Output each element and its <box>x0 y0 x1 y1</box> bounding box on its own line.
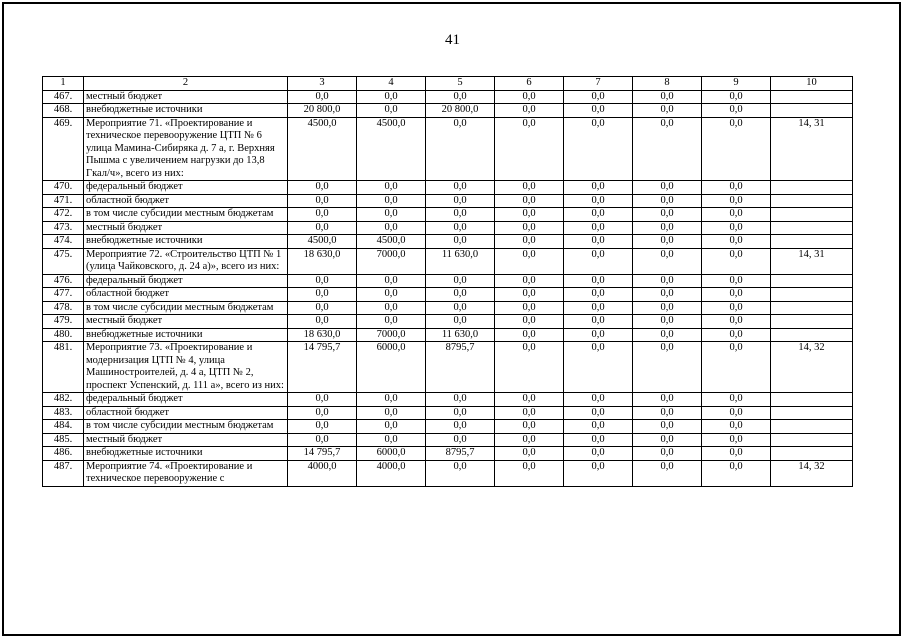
amount-cell: 0,0 <box>426 194 495 208</box>
description-cell: областной бюджет <box>84 194 288 208</box>
table-row <box>43 235 853 249</box>
row-number-cell: 476. <box>43 274 84 288</box>
amount-cell <box>771 328 853 342</box>
row-number-cell: 468. <box>43 104 84 118</box>
table-row <box>43 301 853 315</box>
amount-cell: 0,0 <box>426 433 495 447</box>
description-cell: федеральный бюджет <box>84 393 288 407</box>
amount-cell: 0,0 <box>426 117 495 181</box>
table-row <box>43 194 853 208</box>
row-number-cell: 483. <box>43 406 84 420</box>
amount-cell: 0,0 <box>288 288 357 302</box>
amount-cell: 0,0 <box>288 393 357 407</box>
amount-cell: 18 630,0 <box>288 328 357 342</box>
amount-cell: 0,0 <box>633 342 702 393</box>
row-number-cell: 485. <box>43 433 84 447</box>
amount-cell: 0,0 <box>288 221 357 235</box>
amount-cell <box>771 447 853 461</box>
amount-cell: 0,0 <box>702 117 771 181</box>
row-number-cell: 471. <box>43 194 84 208</box>
table-row <box>43 433 853 447</box>
amount-cell: 0,0 <box>495 342 564 393</box>
amount-cell: 0,0 <box>702 181 771 195</box>
row-number-cell: 477. <box>43 288 84 302</box>
amount-cell: 0,0 <box>288 433 357 447</box>
amount-cell: 0,0 <box>495 315 564 329</box>
amount-cell: 0,0 <box>702 342 771 393</box>
table-row <box>43 181 853 195</box>
description-cell: местный бюджет <box>84 315 288 329</box>
amount-cell <box>771 420 853 434</box>
amount-cell: 0,0 <box>633 420 702 434</box>
row-number-cell: 473. <box>43 221 84 235</box>
amount-cell: 7000,0 <box>357 328 426 342</box>
table-row <box>43 208 853 222</box>
description-cell: Мероприятие 71. «Проектирование и техническое перевооружение ЦТП № 6 улица Мамина-Сибиряка д. 7 а, г. Верхняя Пышма с увеличением нагрузки до 13,8 Гкал/ч», всего из них: <box>84 117 288 181</box>
amount-cell: 0,0 <box>633 248 702 274</box>
amount-cell: 0,0 <box>495 194 564 208</box>
amount-cell: 0,0 <box>564 90 633 104</box>
amount-cell: 0,0 <box>495 248 564 274</box>
amount-cell: 0,0 <box>564 301 633 315</box>
amount-cell <box>771 315 853 329</box>
amount-cell: 0,0 <box>564 447 633 461</box>
amount-cell: 0,0 <box>702 433 771 447</box>
row-number-cell: 481. <box>43 342 84 393</box>
column-header: 9 <box>702 77 771 91</box>
amount-cell: 0,0 <box>357 433 426 447</box>
amount-cell: 8795,7 <box>426 342 495 393</box>
amount-cell: 0,0 <box>702 274 771 288</box>
row-number-cell: 486. <box>43 447 84 461</box>
description-cell: внебюджетные источники <box>84 235 288 249</box>
amount-cell: 0,0 <box>702 221 771 235</box>
amount-cell <box>771 181 853 195</box>
description-cell: в том числе субсидии местным бюджетам <box>84 420 288 434</box>
row-number-cell: 484. <box>43 420 84 434</box>
description-cell: областной бюджет <box>84 288 288 302</box>
amount-cell: 0,0 <box>702 447 771 461</box>
table-row <box>43 420 853 434</box>
description-cell: федеральный бюджет <box>84 274 288 288</box>
table-row <box>43 104 853 118</box>
amount-cell: 0,0 <box>633 433 702 447</box>
amount-cell: 0,0 <box>357 208 426 222</box>
amount-cell: 0,0 <box>426 208 495 222</box>
amount-cell: 0,0 <box>564 104 633 118</box>
description-cell: Мероприятие 74. «Проектирование и техническое перевооружение с <box>84 460 288 486</box>
amount-cell: 0,0 <box>357 181 426 195</box>
amount-cell: 4000,0 <box>288 460 357 486</box>
amount-cell: 6000,0 <box>357 342 426 393</box>
amount-cell: 0,0 <box>564 433 633 447</box>
amount-cell: 0,0 <box>564 235 633 249</box>
amount-cell: 0,0 <box>288 181 357 195</box>
amount-cell: 0,0 <box>702 90 771 104</box>
amount-cell: 14, 32 <box>771 460 853 486</box>
amount-cell: 0,0 <box>702 393 771 407</box>
description-cell: в том числе субсидии местным бюджетам <box>84 301 288 315</box>
amount-cell: 20 800,0 <box>288 104 357 118</box>
amount-cell <box>771 433 853 447</box>
amount-cell: 0,0 <box>564 274 633 288</box>
column-header: 5 <box>426 77 495 91</box>
description-cell: Мероприятие 72. «Строительство ЦТП № 1 (улица Чайковского, д. 24 а)», всего из них: <box>84 248 288 274</box>
amount-cell <box>771 235 853 249</box>
amount-cell: 0,0 <box>495 328 564 342</box>
amount-cell: 0,0 <box>564 181 633 195</box>
row-number-cell: 478. <box>43 301 84 315</box>
row-number-cell: 479. <box>43 315 84 329</box>
table-row <box>43 393 853 407</box>
table-row <box>43 315 853 329</box>
amount-cell: 0,0 <box>633 328 702 342</box>
amount-cell: 0,0 <box>426 90 495 104</box>
amount-cell: 14, 32 <box>771 342 853 393</box>
description-cell: федеральный бюджет <box>84 181 288 195</box>
amount-cell <box>771 208 853 222</box>
row-number-cell: 469. <box>43 117 84 181</box>
amount-cell: 0,0 <box>426 181 495 195</box>
amount-cell: 0,0 <box>495 274 564 288</box>
amount-cell: 6000,0 <box>357 447 426 461</box>
table-body <box>43 90 853 486</box>
amount-cell: 4500,0 <box>357 235 426 249</box>
amount-cell: 0,0 <box>288 194 357 208</box>
amount-cell: 0,0 <box>495 181 564 195</box>
description-cell: внебюджетные источники <box>84 328 288 342</box>
row-number-cell: 467. <box>43 90 84 104</box>
table-row <box>43 288 853 302</box>
row-number-cell: 482. <box>43 393 84 407</box>
column-header: 2 <box>84 77 288 91</box>
amount-cell: 0,0 <box>702 406 771 420</box>
table-row <box>43 274 853 288</box>
amount-cell <box>771 288 853 302</box>
amount-cell: 4500,0 <box>357 117 426 181</box>
amount-cell: 0,0 <box>357 194 426 208</box>
amount-cell: 0,0 <box>633 315 702 329</box>
amount-cell: 11 630,0 <box>426 248 495 274</box>
amount-cell: 0,0 <box>426 288 495 302</box>
amount-cell: 0,0 <box>495 406 564 420</box>
amount-cell: 0,0 <box>633 447 702 461</box>
column-header: 10 <box>771 77 853 91</box>
amount-cell: 14, 31 <box>771 248 853 274</box>
column-header: 4 <box>357 77 426 91</box>
amount-cell: 0,0 <box>357 406 426 420</box>
row-number-cell: 480. <box>43 328 84 342</box>
amount-cell: 0,0 <box>495 420 564 434</box>
amount-cell: 0,0 <box>702 248 771 274</box>
amount-cell: 0,0 <box>357 274 426 288</box>
budget-table <box>42 76 853 487</box>
row-number-cell: 472. <box>43 208 84 222</box>
amount-cell: 0,0 <box>495 288 564 302</box>
amount-cell: 0,0 <box>633 221 702 235</box>
amount-cell: 0,0 <box>495 460 564 486</box>
table-row <box>43 460 853 486</box>
description-cell: местный бюджет <box>84 433 288 447</box>
amount-cell: 0,0 <box>357 288 426 302</box>
description-cell: областной бюджет <box>84 406 288 420</box>
amount-cell: 0,0 <box>495 301 564 315</box>
amount-cell: 4500,0 <box>288 117 357 181</box>
amount-cell: 0,0 <box>702 420 771 434</box>
amount-cell: 11 630,0 <box>426 328 495 342</box>
amount-cell: 0,0 <box>426 393 495 407</box>
amount-cell: 0,0 <box>702 315 771 329</box>
amount-cell <box>771 194 853 208</box>
row-number-cell: 487. <box>43 460 84 486</box>
amount-cell: 14 795,7 <box>288 342 357 393</box>
amount-cell: 0,0 <box>633 288 702 302</box>
amount-cell: 0,0 <box>633 406 702 420</box>
amount-cell: 0,0 <box>426 235 495 249</box>
amount-cell: 0,0 <box>495 90 564 104</box>
description-cell: Мероприятие 73. «Проектирование и модернизация ЦТП № 4, улица Машиностроителей, д. 4 а, ЦТП № 2, проспект Успенский, д. 111 а», всего из них: <box>84 342 288 393</box>
description-cell: внебюджетные источники <box>84 447 288 461</box>
description-cell: внебюджетные источники <box>84 104 288 118</box>
amount-cell: 0,0 <box>564 460 633 486</box>
amount-cell: 0,0 <box>426 315 495 329</box>
amount-cell: 0,0 <box>357 393 426 407</box>
row-number-cell: 474. <box>43 235 84 249</box>
amount-cell: 0,0 <box>633 194 702 208</box>
amount-cell: 4500,0 <box>288 235 357 249</box>
amount-cell: 0,0 <box>564 248 633 274</box>
description-cell: в том числе субсидии местным бюджетам <box>84 208 288 222</box>
amount-cell: 0,0 <box>357 221 426 235</box>
amount-cell: 0,0 <box>357 301 426 315</box>
amount-cell: 0,0 <box>357 90 426 104</box>
amount-cell: 0,0 <box>288 420 357 434</box>
amount-cell: 0,0 <box>426 274 495 288</box>
table-row <box>43 342 853 393</box>
amount-cell: 0,0 <box>633 181 702 195</box>
amount-cell: 0,0 <box>564 420 633 434</box>
amount-cell: 0,0 <box>702 301 771 315</box>
amount-cell: 0,0 <box>288 90 357 104</box>
table-row <box>43 447 853 461</box>
amount-cell: 0,0 <box>564 288 633 302</box>
amount-cell: 0,0 <box>633 90 702 104</box>
amount-cell: 0,0 <box>495 117 564 181</box>
amount-cell: 0,0 <box>564 208 633 222</box>
amount-cell: 0,0 <box>495 447 564 461</box>
amount-cell: 0,0 <box>633 208 702 222</box>
amount-cell: 4000,0 <box>357 460 426 486</box>
amount-cell <box>771 301 853 315</box>
amount-cell <box>771 90 853 104</box>
amount-cell <box>771 221 853 235</box>
amount-cell: 0,0 <box>426 460 495 486</box>
row-number-cell: 475. <box>43 248 84 274</box>
amount-cell <box>771 406 853 420</box>
amount-cell: 0,0 <box>564 315 633 329</box>
page-number: 41 <box>445 32 460 48</box>
amount-cell: 0,0 <box>633 274 702 288</box>
amount-cell: 20 800,0 <box>426 104 495 118</box>
amount-cell: 0,0 <box>702 194 771 208</box>
amount-cell: 0,0 <box>633 117 702 181</box>
amount-cell: 0,0 <box>288 315 357 329</box>
amount-cell <box>771 274 853 288</box>
amount-cell: 0,0 <box>564 393 633 407</box>
table-row <box>43 328 853 342</box>
amount-cell: 0,0 <box>564 406 633 420</box>
description-cell: местный бюджет <box>84 90 288 104</box>
amount-cell: 0,0 <box>633 235 702 249</box>
amount-cell: 0,0 <box>633 301 702 315</box>
amount-cell <box>771 393 853 407</box>
amount-cell: 0,0 <box>426 301 495 315</box>
amount-cell: 14 795,7 <box>288 447 357 461</box>
amount-cell: 14, 31 <box>771 117 853 181</box>
amount-cell: 0,0 <box>357 420 426 434</box>
amount-cell: 0,0 <box>288 406 357 420</box>
amount-cell: 0,0 <box>288 208 357 222</box>
amount-cell: 0,0 <box>702 235 771 249</box>
column-header: 7 <box>564 77 633 91</box>
column-header: 1 <box>43 77 84 91</box>
amount-cell: 0,0 <box>426 420 495 434</box>
amount-cell: 0,0 <box>288 274 357 288</box>
row-number-cell: 470. <box>43 181 84 195</box>
amount-cell: 0,0 <box>288 301 357 315</box>
amount-cell: 0,0 <box>564 221 633 235</box>
amount-cell: 0,0 <box>564 194 633 208</box>
amount-cell: 0,0 <box>633 104 702 118</box>
amount-cell: 0,0 <box>564 328 633 342</box>
amount-cell: 0,0 <box>426 406 495 420</box>
column-header: 3 <box>288 77 357 91</box>
amount-cell: 0,0 <box>564 117 633 181</box>
amount-cell: 0,0 <box>495 393 564 407</box>
amount-cell: 0,0 <box>357 104 426 118</box>
amount-cell: 0,0 <box>633 393 702 407</box>
amount-cell: 0,0 <box>564 342 633 393</box>
amount-cell: 8795,7 <box>426 447 495 461</box>
amount-cell: 0,0 <box>633 460 702 486</box>
table-row <box>43 117 853 181</box>
amount-cell: 0,0 <box>495 221 564 235</box>
amount-cell: 0,0 <box>702 460 771 486</box>
amount-cell <box>771 104 853 118</box>
amount-cell: 0,0 <box>495 104 564 118</box>
amount-cell: 0,0 <box>702 288 771 302</box>
amount-cell: 0,0 <box>495 235 564 249</box>
amount-cell: 0,0 <box>426 221 495 235</box>
amount-cell: 18 630,0 <box>288 248 357 274</box>
table-header-row <box>43 77 853 91</box>
table-row <box>43 221 853 235</box>
table-row <box>43 90 853 104</box>
amount-cell: 0,0 <box>702 328 771 342</box>
description-cell: местный бюджет <box>84 221 288 235</box>
amount-cell: 0,0 <box>495 433 564 447</box>
amount-cell: 0,0 <box>495 208 564 222</box>
amount-cell: 0,0 <box>702 208 771 222</box>
amount-cell: 0,0 <box>357 315 426 329</box>
column-header: 6 <box>495 77 564 91</box>
table-row <box>43 406 853 420</box>
column-header: 8 <box>633 77 702 91</box>
table-row <box>43 248 853 274</box>
amount-cell: 0,0 <box>702 104 771 118</box>
amount-cell: 7000,0 <box>357 248 426 274</box>
